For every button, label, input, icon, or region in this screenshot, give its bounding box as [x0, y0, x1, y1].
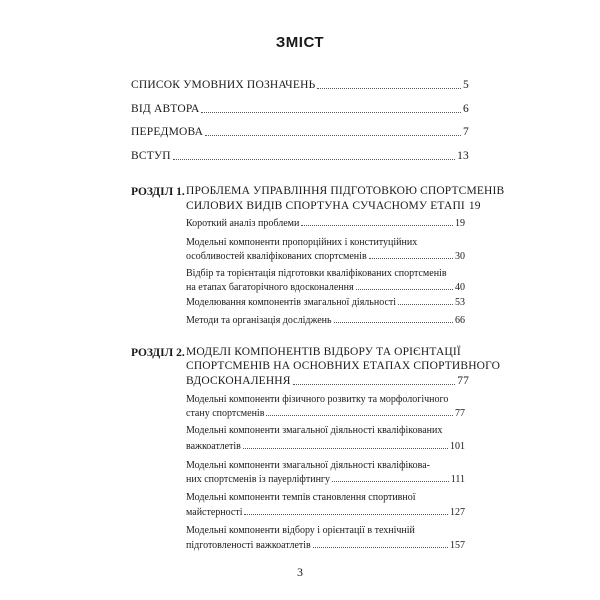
toc-subentry-page: 111 — [450, 474, 465, 485]
leader-dots — [356, 289, 453, 290]
toc-entry — [131, 80, 469, 92]
toc-entry — [131, 127, 469, 139]
toc-entry — [131, 151, 469, 163]
toc-subentry-text: майстерності — [186, 507, 243, 518]
toc-entry-page: 5 — [463, 79, 469, 91]
toc-subentry-page: 66 — [455, 315, 465, 326]
toc-subentry — [186, 442, 465, 452]
chapter-title-line: МОДЕЛІ КОМПОНЕНТІВ ВІДБОРУ ТА ОРІЄНТАЦІЇ — [186, 346, 461, 358]
leader-dots — [266, 415, 453, 416]
toc-subentry — [186, 316, 465, 326]
toc-subentry-line: Модельні компоненти змагальної діяльності кваліфікованих — [186, 425, 443, 436]
chapter-title-line — [186, 200, 481, 213]
toc-subentry-line: Модельні компоненти темпів становлення спортивної — [186, 492, 416, 503]
leader-dots — [201, 112, 461, 113]
toc-subentry — [186, 508, 465, 518]
chapter-title-line: СПОРТСМЕНІВ НА ОСНОВНИХ ЕТАПАХ СПОРТИВНОГО — [186, 360, 501, 372]
page-number: 3 — [297, 565, 303, 579]
toc-subentry-text: Моделювання компонентів змагальної діяльності — [186, 297, 397, 308]
toc-subentry-page: 157 — [450, 540, 465, 551]
toc-subentry — [186, 541, 465, 551]
toc-subentry-page: 101 — [450, 441, 465, 452]
toc-subentry-page: 127 — [450, 507, 465, 518]
toc-entry-text: ПЕРЕДМОВА — [131, 126, 204, 138]
toc-subentry — [186, 283, 465, 293]
chapter-title-line: ПРОБЛЕМА УПРАВЛІННЯ ПІДГОТОВКОЮ СПОРТСМЕНІВ — [186, 185, 505, 197]
leader-dots — [369, 258, 453, 259]
leader-dots — [398, 304, 453, 305]
leader-dots — [301, 225, 453, 226]
toc-entry — [131, 104, 469, 116]
chapter-label: РОЗДІЛ 1. — [131, 186, 185, 198]
chapter-title-text: ВДОСКОНАЛЕННЯ — [186, 375, 291, 387]
toc-subentry-page: 77 — [455, 408, 465, 419]
toc-entry-text: ВСТУП — [131, 150, 171, 162]
chapter-title-page: 19 — [468, 200, 481, 212]
toc-subentry-page: 19 — [455, 218, 465, 229]
page-title: ЗМІСТ — [275, 34, 325, 51]
toc-subentry — [186, 219, 465, 229]
toc-subentry-line: Модельні компоненти відбору і орієнтації в технічній — [186, 525, 415, 536]
chapter-title-line — [186, 376, 469, 388]
toc-entry-page: 13 — [457, 150, 469, 162]
toc-subentry-page: 53 — [455, 297, 465, 308]
toc-subentry-text: на етапах багаторічного вдосконалення — [186, 282, 354, 293]
toc-entry-text: ВІД АВТОРА — [131, 103, 200, 115]
leader-dots — [317, 88, 461, 89]
toc-subentry — [186, 252, 465, 262]
leader-dots — [205, 135, 461, 136]
leader-dots — [293, 384, 456, 385]
chapter-title-text: СИЛОВИХ ВИДІВ СПОРТУНА СУЧАСНОМУ ЕТАПІ — [186, 200, 465, 212]
toc-subentry-line: Відбір та торієнтація підготовки кваліфікованих спортсменів — [186, 268, 447, 279]
toc-subentry-text: важкоатлетів — [186, 441, 241, 452]
toc-subentry-line: Модельні компоненти пропорційних і конституційних — [186, 237, 418, 248]
leader-dots — [332, 481, 449, 482]
toc-subentry-page: 30 — [455, 251, 465, 262]
toc-subentry — [186, 298, 465, 308]
toc-entry-page: 6 — [463, 103, 469, 115]
toc-subentry-text: підготовленості важкоатлетів — [186, 540, 311, 551]
toc-subentry-line: Модельні компоненти змагальної діяльності кваліфікова- — [186, 460, 430, 471]
leader-dots — [313, 547, 448, 548]
toc-entry-text: СПИСОК УМОВНИХ ПОЗНАЧЕНЬ — [131, 79, 316, 91]
toc-entry-page: 7 — [463, 126, 469, 138]
chapter-title-page: 77 — [457, 375, 469, 387]
toc-subentry-text: них спортсменів із пауерліфтингу — [186, 474, 331, 485]
chapter-label: РОЗДІЛ 2. — [131, 347, 185, 359]
toc-subentry — [186, 475, 465, 485]
toc-subentry — [186, 409, 465, 419]
leader-dots — [244, 514, 448, 515]
toc-subentry-page: 40 — [455, 282, 465, 293]
leader-dots — [173, 159, 455, 160]
toc-subentry-text: Методи та організація досліджень — [186, 315, 332, 326]
toc-subentry-line: Модельні компоненти фізичного розвитку та морфологічного — [186, 394, 449, 405]
toc-subentry-text: Короткий аналіз проблеми — [186, 218, 300, 229]
leader-dots — [334, 322, 453, 323]
toc-subentry-text: стану спортсменів — [186, 408, 265, 419]
leader-dots — [243, 448, 448, 449]
toc-subentry-text: особливостей кваліфікованих спортсменів — [186, 251, 367, 262]
